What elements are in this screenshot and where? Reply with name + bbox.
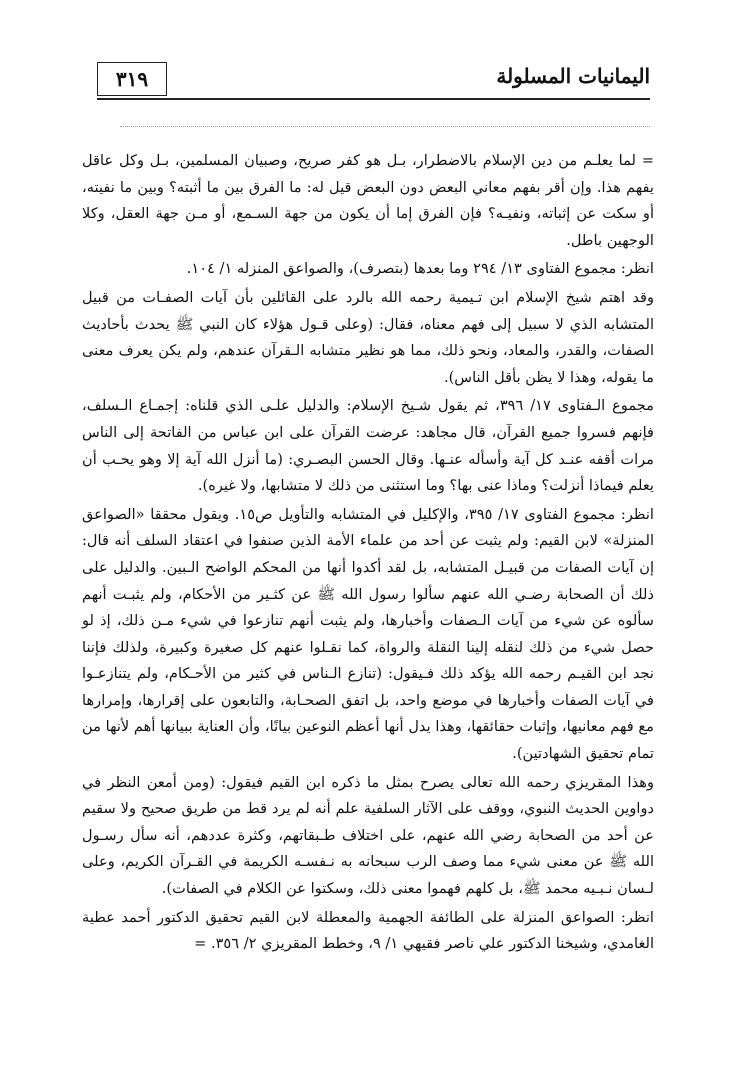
paragraph: انظر: مجموع الفتاوى ١٣/ ٢٩٤ وما بعدها (بتصرف)، والصواعق المنزله ١/ ١٠٤. (186, 260, 654, 278)
running-title: اليمانيات المسلولة (496, 64, 650, 88)
header-rule (97, 98, 650, 100)
paragraph: انظر: مجموع الفتاوى ١٧/ ٣٩٥، والإكليل في المتشابه والتأويل ص١٥. ويقول محققا «الصواعق المنزلة» لابن القيم: ولم يثبت عن أحد من علماء الأمة الذين صنفوا في اعتقاد السلف أنه قال: إن آيات الصفات من قبيـل المتشابه، بل لقد أكدوا أنها من المحكم الواضح الـبين. والدليل على ذلك أن الصحابة رضـي الله عنهم سألوا رسول الله ﷺ عن كثـير من الأحكام، ولم يثبـت أنهم سألوه عن شيء من آيات الـصفات وأخبارها، ولم يثبت أنهم تنازعوا في شيء مـن ذلك، إذ لو حصل شيء من ذلك لنقله إلينا النقلة والرواة، كما نقـلوا عنهم كل صغيرة وكبيرة، ولذلك فإننا نجد ابن القيـم رحمه الله يؤكد ذلك فـيقول: (تنازع الـناس في كثير من الأحـكام، ولم يتنازعـوا في آيات الصفات وأخبارها في موضع واحد، بل اتفق الصحـابة، والتابعون على إقرارها، وإمرارها مع فهم معانيها، وإثبات حقائقها، وهذا يدل أنها أعظم النوعين بيانًا، وأن العناية ببيانها أهم لأنها من تمام تحقيق الشهادتين). (82, 505, 654, 763)
paragraph: وهذا المقريزي رحمه الله تعالى يصرح بمثل ما ذكره ابن القيم فيقول: (ومن أمعن النظر في دواوين الحديث النبوي، ووقف على الآثار السلفية علم أنه لم يرد قط من طريق صحيح ولا سقيم عن أحد من الصحابة رضي الله عنهم، على اختلاف طـبقاتهم، وكثرة عددهم، أنه سأل رسـول الله ﷺ عن معنى شيء مما وصف الرب سبحانه به نـفسـه الكريمة في القـرآن الكريم، وعلى لـسان نـبـيه محمد ﷺ، بل كلهم فهموا معنى ذلك، وسكتوا عن الكلام في الصفات). (82, 773, 654, 898)
paragraph: انظر: الصواعق المنزلة على الطائفة الجهمية والمعطلة لابن القيم تحقيق الدكتور أحمد عطية الغامدي، وشيخنا الدكتور علي ناصر فقيهي ١/ ٩، وخطط المقريزي ٢/ ٣٥٦. = (82, 908, 654, 953)
page-header (0, 0, 740, 110)
paragraph: = لما يعلـم من دين الإسلام بالاضطرار، بـل هو كفر صريح، وصبيان المسلمين، بـل وكل عاقل يفهم هذا. وإن أقر بفهم معاني البعض دون البعض قيل له: ما الفرق بين ما أثبته؟ وبين ما نفيته، أو سكت عن إثباته، ونفيـه؟ فإن الفرق إما أن يكون من جهة السـمع، أو مـن جهة العقل، وكلا الوجهين باطل. (82, 152, 654, 249)
paragraph: مجموع الـفتاوى ١٧/ ٣٩٦، ثم يقول شـيخ الإسلام: والدليل علـى الذي قلناه: إجمـاع الـسلف، فإنهم فسروا جميع القرآن، قال مجاهد: عرضت القرآن على ابن عباس من الفاتحة إلى الناس مرات أقفه عنـد كل آية وأسأله عنـها. وقال الحسن البصـري: (ما أنزل الله آية إلا وهو يحـب أن يعلم فيماذا أنزلت؟ وماذا عنى بها؟ وما استثنى من ذلك لا متشابها، ولا غيره). (82, 397, 654, 495)
paragraph: وقد اهتم شيخ الإسلام ابن تـيمية رحمه الله بالرد على القائلين بأن آيات الصفـات من قبيل المتشابه الذي لا سبيل إلى فهم معناه، فقال: (وعلى قـول هؤلاء كان النبي ﷺ يحدث بأحاديث الصفات، والقدر، والمعاد، ونحو ذلك، مما هو نظير متشابه الـقرآن عندهم، ولم يكن يعرف معنى ما يقوله، وهذا لا يظن بأقل الناس). (82, 288, 654, 386)
footnote-text (82, 148, 654, 960)
dotted-separator (120, 126, 650, 127)
page-number: ٣١٩ (97, 62, 167, 96)
